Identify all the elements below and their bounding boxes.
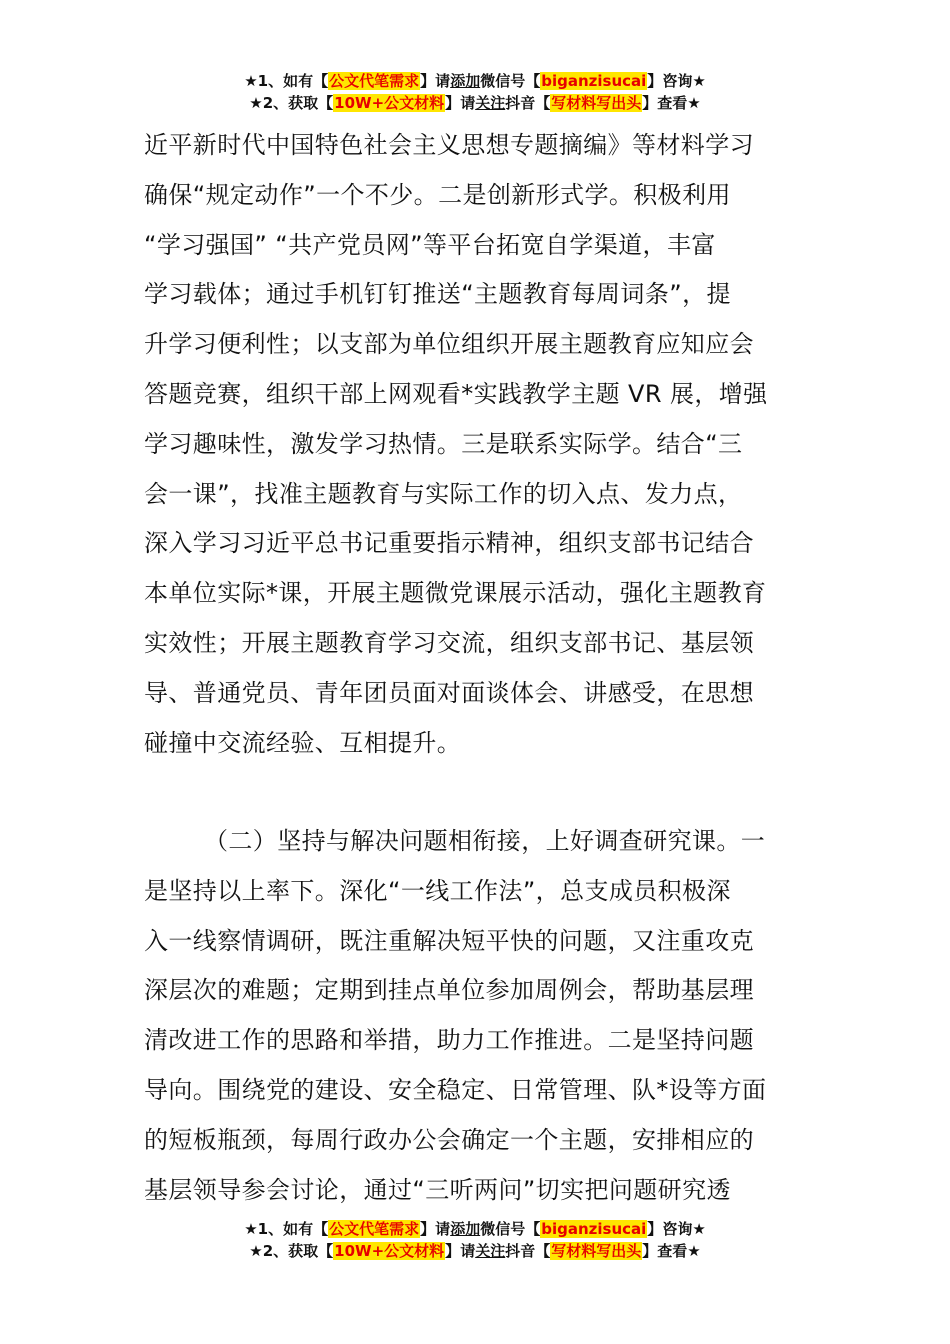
text-line: 答题竞赛，组织干部上网观看*实践教学主题 VR 展，增强 bbox=[144, 379, 768, 408]
text-line: 实效性；开展主题教育学习交流，组织支部书记、基层领 bbox=[144, 628, 754, 657]
banner-text: ★2、获取 bbox=[249, 94, 319, 112]
text-line: 深层次的难题；定期到挂点单位参加周例会，帮助基层理 bbox=[144, 976, 754, 1005]
banner-highlight: biganzisucai bbox=[541, 72, 647, 90]
banner-bracket: 【 bbox=[313, 1220, 329, 1238]
banner-bracket: 】 bbox=[642, 1242, 658, 1260]
banner-highlight: 写材料写出头 bbox=[551, 1242, 642, 1260]
banner-bracket: 【 bbox=[313, 72, 329, 90]
banner-bracket: 】 bbox=[445, 1242, 461, 1260]
banner-text: 查看★ bbox=[657, 1242, 701, 1260]
text-line: 本单位实际*课，开展主题微党课展示活动，强化主题教育 bbox=[144, 579, 767, 608]
banner-bracket: 【 bbox=[535, 94, 551, 112]
text-line: 导向。围绕党的建设、安全稳定、日常管理、队*设等方面 bbox=[144, 1075, 767, 1104]
text-line: 清改进工作的思路和举措，助力工作推进。二是坚持问题 bbox=[144, 1026, 754, 1055]
text-line: 升学习便利性；以支部为单位组织开展主题教育应知应会 bbox=[144, 330, 754, 359]
banner-bracket: 【 bbox=[525, 72, 541, 90]
text-line: 导、普通党员、青年团员面对面谈体会、讲感受，在思想 bbox=[144, 678, 754, 707]
banner-underlined-text: 关注 bbox=[475, 1242, 506, 1260]
banner-text: 抖音 bbox=[505, 1242, 536, 1260]
banner-text: 查看★ bbox=[657, 94, 701, 112]
text-line: 会一课”，找准主题教育与实际工作的切入点、发力点， bbox=[144, 479, 743, 508]
banner-highlight: 10W+公文材料 bbox=[334, 1242, 445, 1260]
banner-text: 请 bbox=[460, 1242, 476, 1260]
text-line: （二）坚持与解决问题相衔接，上好调查研究课。一 bbox=[204, 827, 766, 855]
banner-line-2 bbox=[0, 1240, 950, 1262]
banner-text: 咨询★ bbox=[662, 72, 706, 90]
banner-highlight: 公文代笔需求 bbox=[329, 1220, 420, 1238]
banner-bracket: 【 bbox=[525, 1220, 541, 1238]
banner-line-1 bbox=[0, 70, 950, 92]
banner-text: 微信号 bbox=[480, 1220, 526, 1238]
banner-bracket: 】 bbox=[647, 1220, 663, 1238]
banner-text: ★2、获取 bbox=[249, 1242, 319, 1260]
banner-highlight: 写材料写出头 bbox=[551, 94, 642, 112]
banner-bracket: 】 bbox=[445, 94, 461, 112]
banner-text: 抖音 bbox=[505, 94, 536, 112]
text-line: 是坚持以上率下。深化“一线工作法”，总支成员积极深 bbox=[144, 876, 731, 905]
text-line: 的短板瓶颈，每周行政办公会确定一个主题，安排相应的 bbox=[144, 1125, 754, 1154]
banner-bracket: 【 bbox=[318, 94, 334, 112]
text-line: 碰撞中交流经验、互相提升。 bbox=[144, 728, 462, 757]
bottom-banner bbox=[0, 1218, 950, 1262]
banner-bracket: 【 bbox=[318, 1242, 334, 1260]
banner-line-2 bbox=[0, 92, 950, 114]
banner-text: 请 bbox=[435, 1220, 451, 1238]
text-line: 入一线察情调研，既注重解决短平快的问题，又注重攻克 bbox=[144, 926, 754, 955]
banner-text: ★1、如有 bbox=[244, 1220, 314, 1238]
banner-bracket: 】 bbox=[647, 72, 663, 90]
banner-bracket: 】 bbox=[642, 94, 658, 112]
text-line: “学习强国” “共产党员网”等平台拓宽自学渠道，丰富 bbox=[144, 230, 716, 259]
body-paragraph-2 bbox=[144, 817, 808, 1215]
text-line: 近平新时代中国特色社会主义思想专题摘编》等材料学习 bbox=[144, 131, 754, 159]
banner-bracket: 】 bbox=[420, 72, 436, 90]
text-line: 基层领导参会讨论，通过“三听两问”切实把问题研究透 bbox=[144, 1175, 731, 1204]
banner-text: 请 bbox=[435, 72, 451, 90]
banner-highlight: biganzisucai bbox=[541, 1220, 647, 1238]
banner-text: 咨询★ bbox=[662, 1220, 706, 1238]
banner-bracket: 【 bbox=[535, 1242, 551, 1260]
text-line: 学习载体；通过手机钉钉推送“主题教育每周词条”，提 bbox=[144, 280, 731, 309]
banner-text: 请 bbox=[460, 94, 476, 112]
banner-highlight: 公文代笔需求 bbox=[329, 72, 420, 90]
banner-bracket: 】 bbox=[420, 1220, 436, 1238]
banner-underlined-text: 添加 bbox=[450, 1220, 481, 1238]
banner-line-1 bbox=[0, 1218, 950, 1240]
body-paragraph-1 bbox=[144, 121, 808, 768]
banner-highlight: 10W+公文材料 bbox=[334, 94, 445, 112]
banner-underlined-text: 关注 bbox=[475, 94, 506, 112]
text-line: 深入学习习近平总书记重要指示精神，组织支部书记结合 bbox=[144, 529, 754, 558]
banner-underlined-text: 添加 bbox=[450, 72, 481, 90]
top-banner bbox=[0, 70, 950, 114]
text-line: 确保“规定动作”一个不少。二是创新形式学。积极利用 bbox=[144, 180, 731, 209]
text-line: 学习趣味性，激发学习热情。三是联系实际学。结合“三 bbox=[144, 429, 743, 458]
banner-text: ★1、如有 bbox=[244, 72, 314, 90]
banner-text: 微信号 bbox=[480, 72, 526, 90]
